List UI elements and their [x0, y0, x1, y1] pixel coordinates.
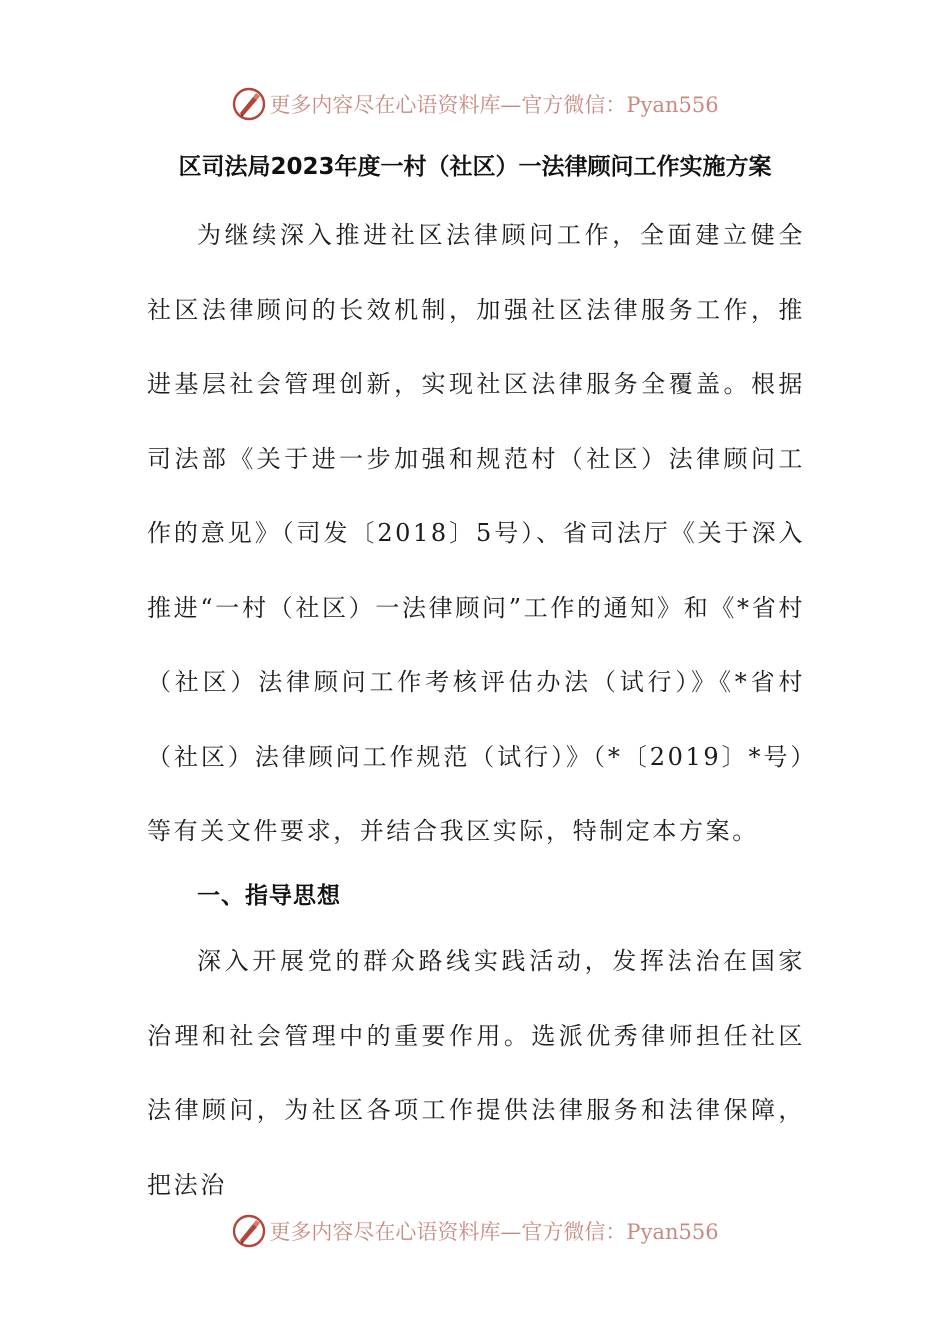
- intro-paragraph: 为继续深入推进社区法律顾问工作，全面建立健全社区法律顾问的长效机制，加强社区法律服务工作，推进基层社会管理创新，实现社区法律服务全覆盖。根据司法部《关于进一步加强和规范村（社区）法律顾问工作的意见》（司发〔2018〕5号）、省司法厅《关于深入推进“一村（社区）一法律顾问”工作的通知》和《*省村（社区）法律顾问工作考核评估办法（试行）》《*省村（社区）法律顾问工作规范（试行）》（*〔2019〕*号）等有关文件要求，并结合我区实际，特制定本方案。: [147, 221, 805, 845]
- section-heading-guiding-ideology: 一、指导思想: [197, 883, 341, 909]
- watermark-text: 更多内容尽在心语资料库—官方微信：Pyan556: [269, 1220, 719, 1244]
- pen-logo-icon: [231, 86, 267, 122]
- document-title: 区司法局2023年度一村（社区）一法律顾问工作实施方案: [178, 154, 772, 180]
- watermark-text: 更多内容尽在心语资料库—官方微信：Pyan556: [269, 93, 719, 117]
- header-watermark-banner: [0, 84, 950, 124]
- guiding-ideology-paragraph: 深入开展党的群众路线实践活动，发挥法治在国家治理和社会管理中的重要作用。选派优秀律师担任社区法律顾问，为社区各项工作提供法律服务和法律保障，把法治: [147, 947, 805, 1199]
- pen-logo-icon: [231, 1213, 267, 1249]
- footer-watermark-banner: [0, 1211, 950, 1251]
